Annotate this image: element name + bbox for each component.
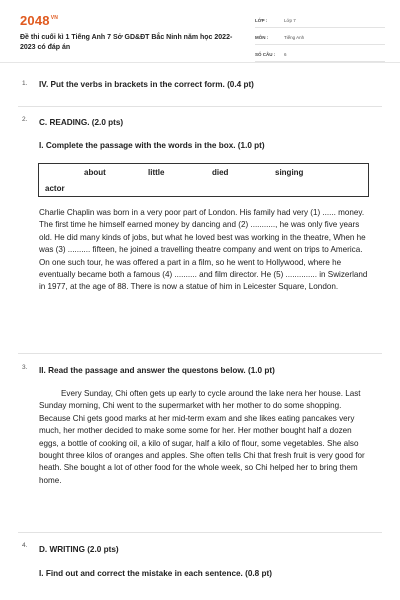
word-box [38,163,369,197]
exam-title: Đề thi cuối kì 1 Tiếng Anh 7 Sở GD&ĐT Bắc Ninh năm học 2022-2023 có đáp án [20,34,233,51]
question-title: II. Read the passage and answer the questons below. (1.0 pt) [39,366,275,375]
reading-passage: Every Sunday, Chi often gets up early to cycle around the lake nera her house. Last Sunday morning, Chi went to the supermarket with her mother to do some shopping. Because Chi gets good marks at her mid-term exam and she likes eating pancakes very much, her mother decided to make some some for her. Her mother bought half a dozen eggs, a bottle of cooking oil, a kilo of sugar, half a kilo of flour, some vegetables. She also bought three kilos of oranges and apples. She often tells Chi that fresh fruit is very good for heath. She bought a lot of other food for the whole week, so Chi helped her to bring them home. [39,389,365,485]
question-subtitle: I. Find out and correct the mistake in each sentence. (0.8 pt) [39,569,272,578]
divider [18,106,382,107]
meta-value: Tiếng Anh [284,35,305,40]
site-logo[interactable] [20,13,58,28]
meta-row-question-count [255,48,385,62]
word-box-item: died [212,168,229,177]
question-number: 2. [22,116,28,123]
question-title: IV. Put the verbs in brackets in the correct form. (0.4 pt) [39,80,254,89]
meta-label: SỐ CÂU : [255,52,276,57]
meta-label: MÔN : [255,35,269,40]
logo-suffix: VN [50,15,59,21]
question-title: C. READING. (2.0 pts) [39,118,124,127]
question-number: 1. [22,80,28,87]
word-box-item: little [148,168,165,177]
question-number: 3. [22,364,28,371]
word-box-item: about [84,168,106,177]
divider [18,353,382,354]
meta-row-class [255,14,385,28]
question-title: D. WRITING (2.0 pts) [39,545,119,554]
exam-meta [255,14,385,65]
meta-value: Lớp 7 [284,18,296,23]
word-box-item: actor [45,184,65,193]
logo-text: 2048 [20,13,50,28]
word-box-item: singing [275,168,304,177]
page-header [0,0,400,63]
meta-value: 6 [284,52,287,57]
divider [18,532,382,533]
reading-passage: Charlie Chaplin was born in a very poor part of London. His family had very (1) ...... money. The first time he himself earned money by dancing and (2) ..........., he was only five years old. He did many kinds of jobs, but what he loved best was working in the theatre, When he was (3) .......... fifteen, he joined a travelling theatre company and went on trips to America. On one such tour, he was offered a part in a film, so he went to Hollywood, where he eventually became both a famous (4) .......... and film director. He (5) .............. in Swizerland in 1977, at the age of 88. There is now a statue of him in Leicester Square, London. [39,208,368,292]
question-number: 4. [22,542,28,549]
question-subtitle: I. Complete the passage with the words in the box. (1.0 pt) [39,141,265,150]
meta-label: LỚP : [255,18,268,23]
meta-row-subject [255,31,385,45]
